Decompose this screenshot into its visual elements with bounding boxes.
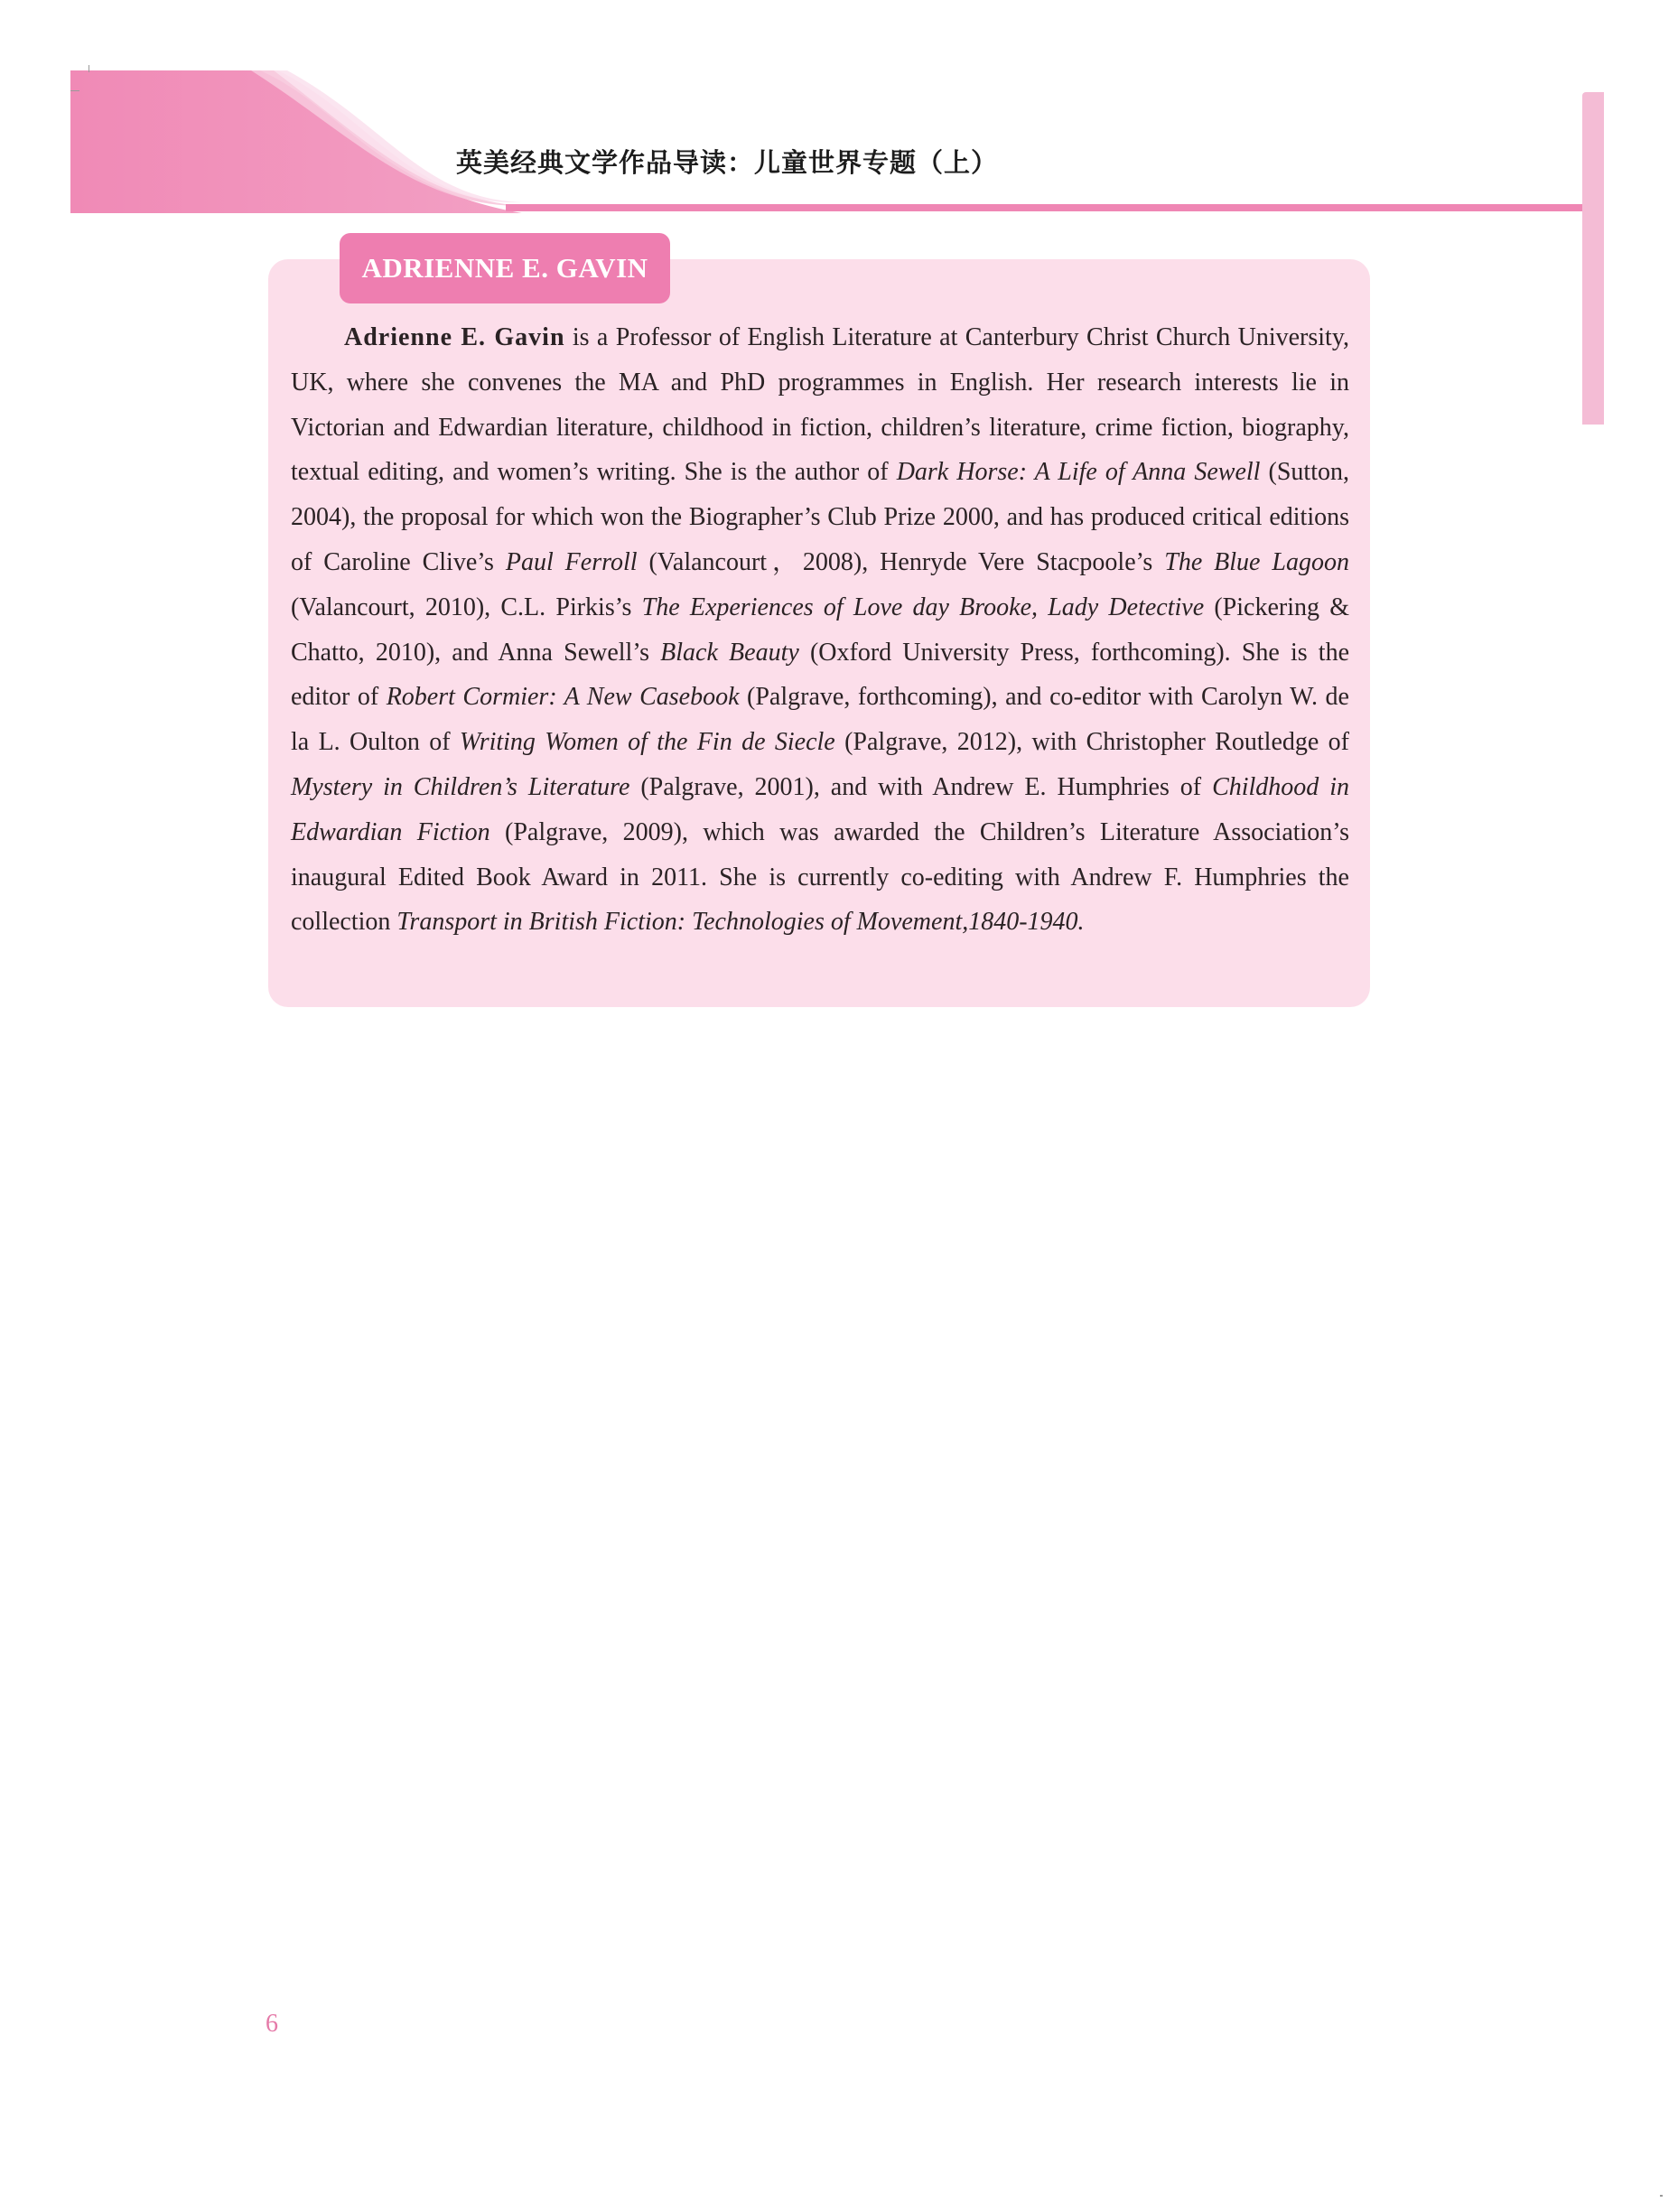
header-decorative-band — [70, 70, 522, 213]
bio-book-title: Paul Ferroll — [505, 547, 638, 576]
author-name-tab: ADRIENNE E. GAVIN — [340, 233, 670, 303]
page-number: 6 — [266, 2010, 278, 2038]
bio-book-title: The Experiences of Love day Brooke, Lady Detective — [641, 593, 1205, 621]
bio-book-title: Writing Women of the Fin de Siecle — [459, 728, 835, 757]
author-bio — [291, 315, 1349, 945]
bio-book-title: Mystery in Children’s Literature — [291, 772, 630, 801]
bio-text: (Palgrave, 2009), which was awarded the Children’s Literature Association’s inaugural Edited Book Award in 2011. She is currently co-editing with Andrew F. Humphries the collection — [291, 817, 1349, 937]
bio-book-title: Black Beauty — [660, 638, 799, 667]
crop-mark-bottom-right — [1660, 2195, 1663, 2197]
bio-text: (Sutton, 2004), the proposal for which won the Biographer’s Club Prize 2000, and has produced critical editions of Caroline Clive’s — [291, 458, 1349, 576]
bio-text: (Valancourt, 2010), C.L. Pirkis’s — [291, 593, 642, 621]
bio-text: (Palgrave, 2012), with Christopher Routledge of — [834, 728, 1349, 757]
side-thumb-tab — [1582, 92, 1604, 425]
bio-text: (Pickering & Chatto, 2010), and Anna Sewell’s — [291, 593, 1349, 667]
header-rule — [506, 204, 1586, 211]
bio-book-title: Robert Cormier: A New Casebook — [386, 683, 740, 712]
bio-text: (Valancourt，2008), Henryde Vere Stacpoole’s — [637, 547, 1165, 576]
running-head: 英美经典文学作品导读：儿童世界专题（上） — [456, 147, 999, 178]
bio-book-title: Dark Horse: A Life of Anna Sewell — [896, 458, 1261, 487]
bio-book-title: Transport in British Fiction: Technologies of Movement,1840-1940. — [396, 908, 1085, 937]
bio-book-title: Childhood in Edwardian Fiction — [291, 772, 1350, 846]
bio-author-name: Adrienne E. Gavin — [344, 323, 565, 351]
bio-text: (Palgrave, 2001), and with Andrew E. Humphries of — [629, 772, 1213, 801]
bio-book-title: The Blue Lagoon — [1164, 547, 1349, 576]
crop-mark-top-left — [70, 90, 79, 91]
bio-text: (Oxford University Press, forthcoming). She is the editor of — [291, 638, 1350, 712]
bio-text: is a Professor of English Literature at Canterbury Christ Church University, UK, where she convenes the MA and PhD programmes in English. Her research interests lie in Victorian and Edwardian literature, childhood in fiction, children’s literature, crime fiction, biography, textual editing, and women’s writing. She is the author of — [291, 323, 1350, 487]
bio-text: (Palgrave, forthcoming), and co-editor with Carolyn W. de la L. Oulton of — [291, 683, 1349, 757]
